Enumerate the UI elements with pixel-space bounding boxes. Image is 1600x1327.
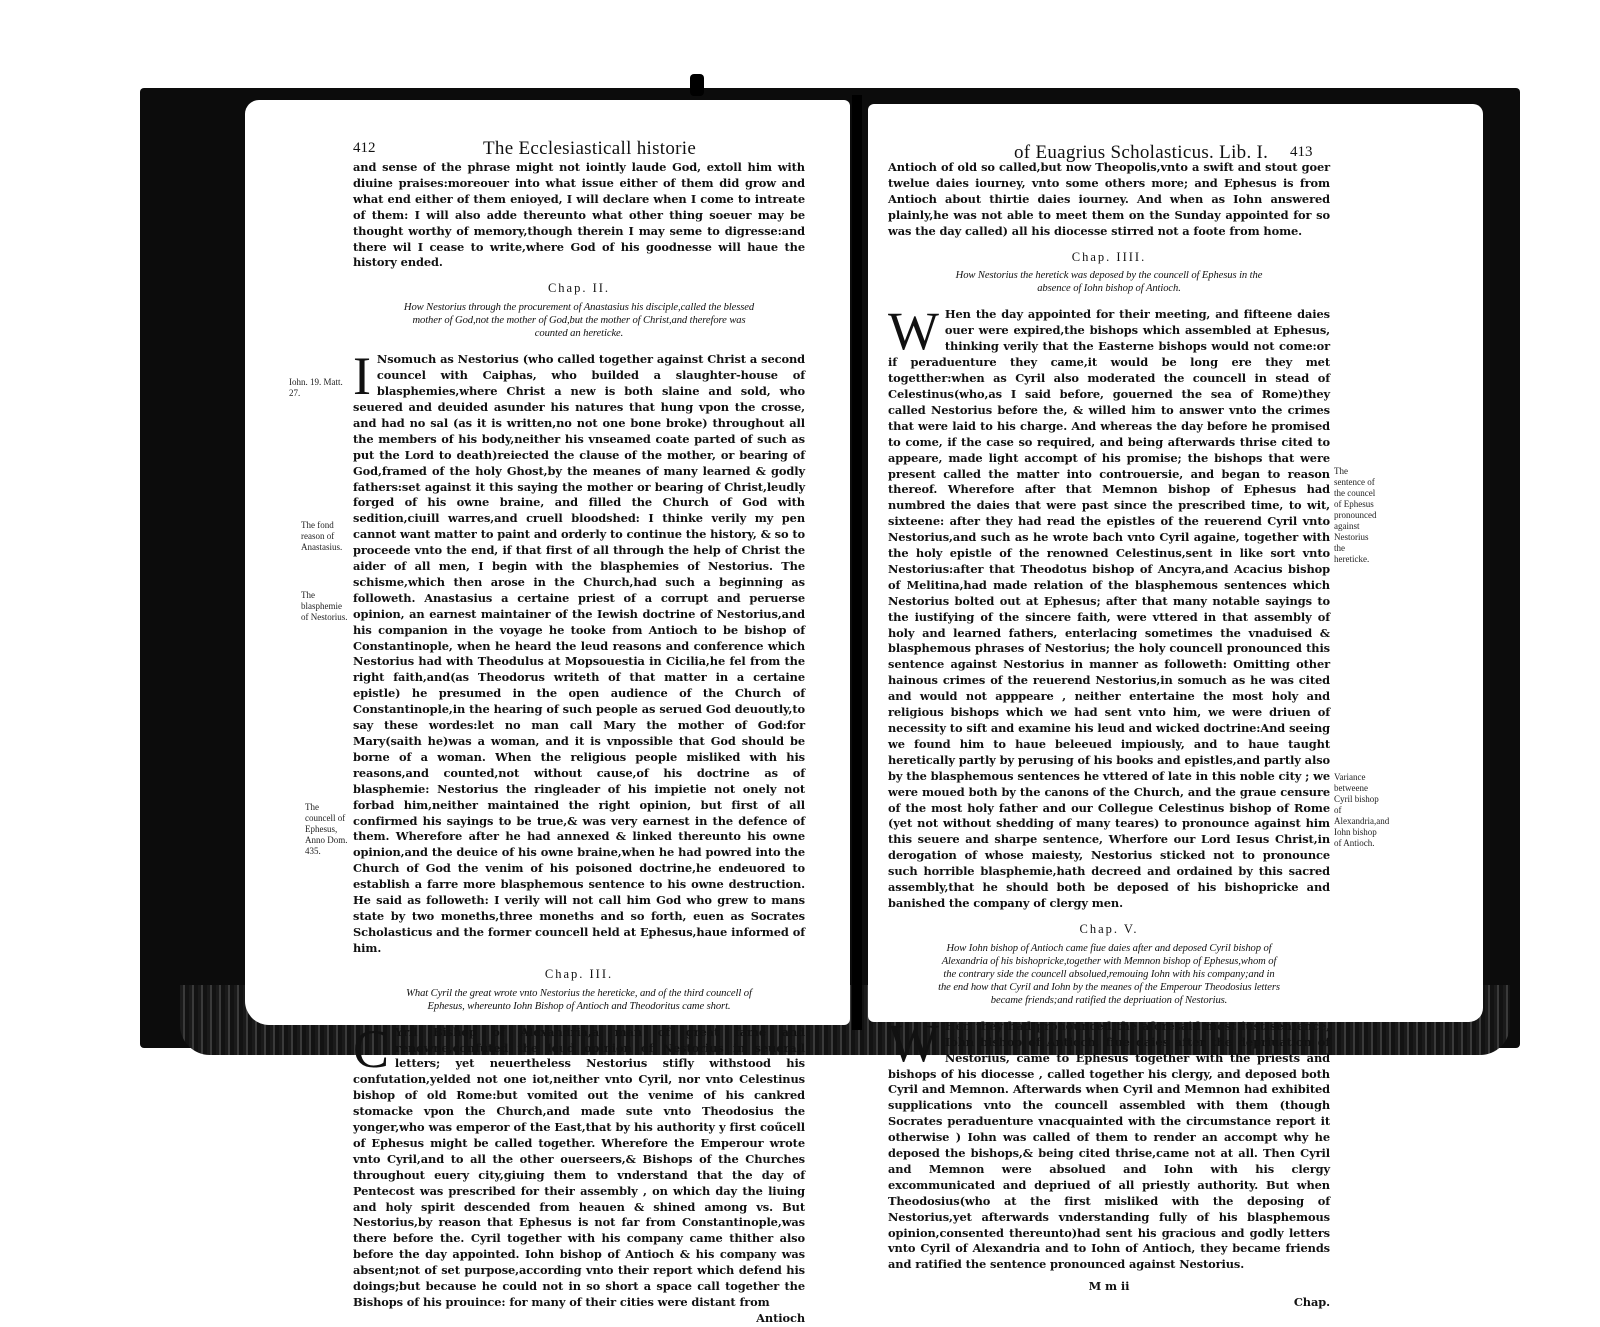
chapter-2-text: Nsomuch as Nestorius (who called together against Christ a second councel with Caiphas, who builded a slaughter-house of blasphemies,where Christ a new is both slaine and sold, who seuered and deuided asunder his natures that hung vpon the crosse, and had no sal (as it is written,no not one bone broke) throughout all the members of his body,neither his vnseamed coate parted of such as put the Lord to death)reiected the clause of the mother, or bearing of God,framed of the holy Ghost,by the meanes of many learned & godly fathers:set against it this saying the mother or bearing of Christ,leudly forged of his owne braine, and filled the Church of God with sedition,ciuill warres,and cruell bloodshed: I thinke verily my pen cannot want matter to paint and orderly to continue the history, & so to proceede vnto the end, if that first of all through the help of Christ the aider of all men, I begin with the blasphemies of Nestorius. The schisme,which then arose in the Church,had such a beginning as followeth. Anastasius a certaine priest of a corrupt and peruerse opinion, an earnest maintainer of the Iewish doctrine of Nestorius,and his companion in the voyage he tooke from Antioch to be bishop of Constantinople, when he heard the leud reasons and conference which Nestorius had with Theodulus at Mopsouestia in Cicilia,he fel from the right faith,and(as Theodorus writeth of that matter in a certaine epistle) he presumed in the open audience of the Church of Constantinople,in the hearing of such people as serued God deuoutly,to say these wordes:let no man call Mary the mother of God:for Mary(saith he)was a woman, and it is vnpossible that God should be borne of a woman. When the religious people misliked with his reasons,and counted,not without cause,of his doctrine as of blasphemie: Nestorius the ringleader of his impietie not onely not forbad him,neither maintained the right opinion, but first of all confirmed his sayings to be true,& was very earnest in the defence of them. Wherefore after he had annexed & linked thereunto his owne opinion,and the deuice of his owne braine,when he had powred into the Church of God the venim of his poisoned doctrine,he endeuored to establish a farre more blasphemous sentence to his owne destruction. He said as followeth: I verily will not call him God who grew to mans state by two moneths,three moneths and so forth, euen as Socrates Scholasticus and the former councell held at Ephesus,haue informed of him. [353,352,805,955]
chapter-2-summary: How Nestorius through the procurement of Anastasius his disciple,called the blessed mother of God,not the mother of God,but the mother of Christ,and therefore was counted an hereticke. [403,302,755,340]
chapter-2-paragraph [353,346,805,956]
right-text-column [888,160,1330,1311]
right-running-head: of Euagrius Scholasticus. Lib. I. [1014,142,1269,163]
chapter-4-summary: How Nestorius the heretick was deposed by the councell of Ephesus in the absence of Iohn bishop of Antioch. [955,270,1263,295]
chapter-3-text: Yril Bishop of Alexandria,a man of great fame and renowne,confuted the leud opinion of Nestorius in seuerall letters; yet neuertheless Nestorius stifly withstood his confutation,yelded not one iot,neither vnto Cyril, nor vnto Celestinus bishop of old Rome:but vomited out the venime of his cankred stomacke vpon the Church,and made sute vnto Theodosius the yonger,who was emperor of the East,that by his authority y first coűcell of Ephesus might be called together. Wherefore the Emperour wrote vnto Cyril,and to all the other ouerseers,& Bishops of the Churches throughout euery city,giuing them to vnderstand that the day of Pentecost was prescribed for their assembly , on which day the liuing and holy spirit descended from heauen & shined among vs. But Nestorius,by reason that Ephesus is not far from Constantinople,was there before the. Cyril together with his company came thither also before the day appointed. Iohn bishop of Antioch & his company was absent;not of set purpose,according vnto their report which defend his doings;but because he could not in so short a space call together the Bishops of his prouince: for many of their cities were distant from [353,1024,805,1309]
margin-note: The blasphemie of Nestorius. [301,590,348,622]
chapter-4-paragraph [888,301,1330,911]
binding-tear [690,74,704,96]
chapter-4-dropcap: W [888,301,939,362]
left-page [245,100,850,1325]
left-running-head: The Ecclesiasticall historie [483,138,697,159]
chapter-5-summary: How Iohn bishop of Antioch came fiue daies after and deposed Cyril bishop of Alexandria of his bishopricke,together with Memnon bishop of Ephesus,whom of the contrary side the councell absolued,remouing Iohn with his company;and in the end how that Cyril and Iohn by the meanes of the Emperour Theodosius letters became friends;and ratified the depriuation of Nestorius. [938,942,1280,1006]
chapter-3-dropcap: C [353,1018,389,1079]
chapter-5-text: Hen they had pronounced the aforesaid most iust sentence, Iohn bishop of Antioch, fiue daies after the depriuation of Nestorius, came to Ephesus together with the priests and bishops of his diocesse , called together his clergy, and deposed both Cyril and Memnon. Afterwards when Cyril and Memnon had exhibited supplications vnto the councell assembled with them (though Socrates peraduenture vnacquainted with the circumstance report it otherwise ) Iohn was called of them to render an accompt why he deposed the bishops,& being cited thrise,came not at all. Then Cyril and Memnon were absolued and Iohn with his clergy excommunicated and depriued of all priestly authority. But when Theodosius(who at the first misliked with the deposing of Nestorius,yet afterwards vnderstanding fully of his blasphemous opinion,consented thereunto)had sent his gracious and godly letters vnto Cyril of Alexandria and to Iohn of Antioch, they became friends and ratified the sentence pronounced against Nestorius. [888,1018,1330,1272]
margin-note: Variance betweene Cyril bishop of Alexandria,and Iohn bishop of Antioch. [1334,772,1390,848]
right-opening-paragraph: Antioch of old so called,but now Theopolis,vnto a swift and stout goer twelue daies iourney, vnto some others more; and Ephesus is from Antioch about thirtie daies iourney. And when as Iohn answered plainly,he was not able to meet them on the Sunday appointed for so was the day called) all his diocesse stirred not a foote from home. [888,160,1330,238]
chapter-3-summary: What Cyril the great wrote vnto Nestorius the hereticke, and of the third councell of Ephesus, whereunto Iohn Bishop of Antioch and Theodoritus came short. [406,987,752,1012]
right-page [868,104,1483,1310]
book-gutter [852,95,862,1030]
chapter-5-dropcap: W [888,1012,939,1073]
chapter-5-paragraph [888,1012,1330,1274]
margin-note: Iohn. 19. Matt. 27. [289,377,343,398]
chapter-5-heading: Chap. V. [1079,921,1139,936]
margin-note: The sentence of the councel of Ephesus pronounced against Nestorius the hereticke. [1334,466,1377,564]
left-folio: 412 [353,140,376,156]
margin-note: The councell of Ephesus, Anno Dom. 435. [305,802,348,856]
left-text-column [353,160,805,1327]
left-opening-paragraph: and sense of the phrase might not iointly laude God, extoll him with diuine praises:moreouer into what issue either of them did grow and what end either of them enioyed, I will declare when I come to intreate of them: I will also adde thereunto what other thing soeuer may be thought worthy of memory,though therein I may seme to digresse:and there wil I cease to write,where God of his goodnesse will haue the history ended. [353,160,805,270]
chapter-3-heading: Chap. III. [544,966,614,981]
signature-mark: M m ii [1088,1279,1130,1294]
right-folio: 413 [1290,144,1313,160]
chapter-4-heading: Chap. IIII. [1071,249,1147,264]
left-catchword: Antioch [756,1310,805,1325]
margin-note: The fond reason of Anastasius. [301,520,343,552]
chapter-2-dropcap: I [353,346,371,407]
right-catchword: Chap. [1293,1295,1330,1310]
chapter-4-text: Hen the day appointed for their meeting, and fifteene daies ouer were expired,the bishops which assembled at Ephesus, thinking verily that the Easterne bishops would not come:or if peraduenture they came,it would be long ere they met togetther:when as Cyril also moderated the councell in stead of Celestinus(who,as I said before, gouerned the sea of Rome)they called Nestorius before the, & willed him to answer vnto the crimes that were laid to his charge. And whereas the day before he promised to come, if the case so required, and being afterwards thrise cited to appeare, made light accompt of his promise; the bishops that were present called the matter into controuersie, and began to reason thereof. Wherefore after that Memnon bishop of Ephesus had numbred the daies that were past since the prescribed time, to wit, sixteene: after they had read the epistles of the reuerend Cyril vnto Nestorius,and such as he wrote bach vnto Cyril againe, together with the holy epistle of the renowned Celestinus,sent in like sort vnto Nestorius:after that Theodotus bishop of Ancyra,and Acacius bishop of Melitina,had made relation of the blasphemous sentences which Nestorius bolted out at Ephesus; after that many notable sayings to the iustifying of the sincere faith, were vttered in that assembly of holy and learned fathers, enterlacing sometimes the vnaduised & blasphemous phrases of Nestorius; the holy councell pronounced this sentence against Nestorius in manner as followeth: Omitting other hainous crimes of the reuerend Nestorius,in somuch as he was cited and would not apppeare , neither entertaine the most holy and religious bishops which we had sent vnto him, we were driuen of necessity to sift and examine his leud and wicked doctrine:And seeing we found him to haue beleeued impiously, and to haue taught heretically partly by perusing of his books and epistles,and partly also by the blasphemous sentences he vttered of late in this noble city ; we were moued both by the canons of the Church, and the graue censure of the most holy father and our Collegue Celestinus bishop of Rome (yet not without shedding of many teares) to pronounce against him this seuere and sharpe sentence, Wherfore our Lord Iesus Christ,in derogation of whose maiesty, Nestorius sticked not to pronounce such horrible blasphemie,hath decreed and ordained by this sacred assembly,that he should both be deposed of his bishopricke and banished the company of clergy men. [888,307,1330,910]
chapter-3-paragraph [353,1018,805,1311]
chapter-2-heading: Chap. II. [547,281,611,296]
